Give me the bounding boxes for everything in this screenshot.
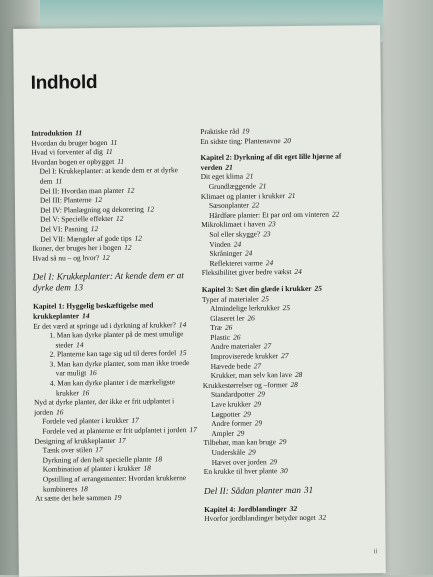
toc-page-number: 11 xyxy=(75,128,83,138)
toc-page-number: 29 xyxy=(236,428,245,438)
toc-page-number: 18 xyxy=(143,463,151,474)
toc-entry-title: Skråninger xyxy=(209,248,242,259)
toc-page-number: 29 xyxy=(269,456,278,466)
toc-page-number: 19 xyxy=(241,126,250,136)
toc-entry-title: Typer af materialer xyxy=(201,293,259,304)
toc-entry-title: Kombination af planter i krukker xyxy=(42,464,141,475)
toc-page-number: 14 xyxy=(76,339,84,349)
toc-page-number: 30 xyxy=(280,466,288,476)
toc-page-number: 18 xyxy=(154,454,163,464)
toc-entry-title: En sidste ting: Plantenavne xyxy=(200,135,281,146)
toc-entry-title: Dyrkning af den helt specielle plante xyxy=(42,454,152,465)
toc-entry-title: Improviserede krukker xyxy=(210,351,279,361)
toc-entry-title: Fordele ved at planterne er frit udplantet i jorden xyxy=(42,425,187,436)
toc-entry xyxy=(204,513,374,524)
toc-entry-title: Kapitel 1: Hyggelig beskæftigelse med krukkeplanter xyxy=(33,300,154,321)
toc-entry-title: Underskåle xyxy=(211,447,246,457)
toc-page-number: 21 xyxy=(288,190,296,200)
toc-page-number: 11 xyxy=(117,156,125,166)
toc-entry-title: Andre materialer xyxy=(210,341,261,352)
toc-page-number: 20 xyxy=(283,135,292,145)
toc-entry-title: Nyd at dyrke planter, der ikke er frit udplantet i jorden xyxy=(34,396,175,417)
toc-entry xyxy=(34,377,200,398)
toc-entry-title: Mikroklimaet i haven xyxy=(201,219,266,230)
toc-page-number: 27 xyxy=(281,351,289,361)
toc-entry-title: Designing af krukkeplanter xyxy=(34,435,116,446)
toc-page-number: 23 xyxy=(263,229,271,239)
toc-entry-title: Klimaet og planter i krukker xyxy=(200,190,286,201)
toc-entry-title: Løgpotter xyxy=(211,409,241,419)
toc-entry-title: Hvordan du bruger bogen xyxy=(31,137,108,148)
toc-entry-title: En krukke til hver plante xyxy=(203,466,278,477)
toc-entry-title: Del II: Hvordan man planter xyxy=(39,185,125,196)
toc-entry-title: Kapitel 3: Sæt din glæde i krukker xyxy=(201,283,312,294)
toc-page-number: 29 xyxy=(257,389,265,399)
toc-entry xyxy=(35,473,201,494)
toc-entry-title: 3. Man kan dyrke planter, som man ikke troede var muligt xyxy=(49,357,190,378)
toc-entry-title: Introduktion xyxy=(31,128,73,138)
page-number: ii xyxy=(373,547,378,556)
toc-page-number: 15 xyxy=(179,348,187,358)
toc-entry xyxy=(34,358,200,379)
toc-entry xyxy=(32,252,198,263)
toc-chapter-entry xyxy=(200,151,370,172)
toc-page-number: 12 xyxy=(94,195,103,205)
toc-entry-title: Tænk over stilen xyxy=(42,445,93,455)
toc-page-number: 13 xyxy=(73,282,84,293)
toc-entry-title: Del III: Planterne xyxy=(39,195,92,205)
toc-page-number: 12 xyxy=(134,233,142,243)
toc-page-number: 28 xyxy=(290,379,298,389)
toc-page-number: 24 xyxy=(244,248,253,258)
toc-entry-title: Ikoner, der bruges her i bogen xyxy=(32,242,122,253)
toc-entry-title: Del II: Sådan planter man xyxy=(203,484,302,496)
toc-entry xyxy=(35,492,201,503)
toc-page-number: 18 xyxy=(80,483,88,493)
toc-page-number: 22 xyxy=(331,209,340,219)
toc-entry-title: Del I: Krukkeplanter: at kende dem er at dyrke dem xyxy=(39,165,178,186)
toc-page-number: 12 xyxy=(124,242,132,252)
toc-page-number: 24 xyxy=(265,257,274,268)
background-right xyxy=(383,0,433,575)
page-title: Indhold xyxy=(30,72,98,94)
toc-page-number: 26 xyxy=(224,322,233,333)
toc-page-number: 12 xyxy=(90,223,99,234)
toc-page-number: 17 xyxy=(189,425,197,435)
toc-page-number: 17 xyxy=(95,445,103,455)
toc-entry-title: Glaseret ler xyxy=(210,313,245,323)
toc-entry-title: Del IV: Planlægning og dekorering xyxy=(39,204,144,215)
toc-entry xyxy=(34,396,200,417)
toc-entry-title: Vinden xyxy=(209,239,231,249)
toc-entry-title: Praktiske råd xyxy=(200,126,240,136)
toc-page-number: 17 xyxy=(118,435,126,445)
toc-entry-title: Kapitel 4: Jordblandinger xyxy=(204,503,287,514)
toc-entry-title: Del I: Krukkeplanter: At kende dem er at dyrke dem xyxy=(32,270,184,294)
toc-entry-title: Hvorfor jordblandinger betyder noget xyxy=(204,513,316,524)
toc-entry-title: Hårdføre planter: Et par ord om vinteren xyxy=(209,209,330,220)
toc-page-number: 25 xyxy=(261,293,269,303)
toc-entry-title: Hævet over jorden xyxy=(211,456,267,467)
toc-entry xyxy=(32,165,198,186)
toc-page-number: 12 xyxy=(115,214,124,224)
toc-page-number: 14 xyxy=(178,319,187,329)
toc-entry-title: Tilbehør, man kan bruge xyxy=(203,437,277,448)
toc-page-number: 25 xyxy=(314,283,322,293)
toc-entry-title: Reflekteret varme xyxy=(209,258,263,268)
toc-page-number: 16 xyxy=(89,368,97,378)
toc-entry-title: Kapitel 2: Dyrkning af dit eget lille hjørne af verden xyxy=(200,151,342,172)
toc-entry-title: Krukker, man selv kan lave xyxy=(210,370,293,381)
toc-entry-title: Grundlæggende xyxy=(208,181,257,191)
book-page xyxy=(13,25,386,577)
toc-entry-title: Opstilling af arrangementer: Hvordan krukkerne kombineres xyxy=(42,473,187,494)
toc-entry-title: Krukkestørrelser og –former xyxy=(202,379,288,390)
toc-entry xyxy=(33,329,199,350)
toc-page-number: 32 xyxy=(289,503,298,513)
toc-entry-title: At sætte det hele sammen xyxy=(35,493,112,503)
toc-page-number: 12 xyxy=(126,185,135,195)
toc-entry-title: 2. Planterne kan tage sig ud til deres fordel xyxy=(49,348,177,359)
toc-page-number: 27 xyxy=(253,361,262,371)
toc-entry xyxy=(204,465,374,476)
toc-page-number: 21 xyxy=(225,162,233,172)
toc-entry-title: Træ xyxy=(210,323,222,333)
toc-entry-title: Fleksibilitet giver bedre vækst xyxy=(201,267,292,278)
toc-chapter-entry xyxy=(33,300,199,321)
toc-entry-title: Almindelige lerkrukker xyxy=(210,303,280,313)
toc-entry-title: Dit eget klima xyxy=(200,171,244,182)
toc-entry-title: 1. Man kan dyrke planter på de mest umulige steder xyxy=(49,329,184,350)
toc-page-number: 26 xyxy=(233,332,241,342)
toc-page-number: 32 xyxy=(318,513,327,523)
toc-page-number: 29 xyxy=(248,447,256,457)
toc-entry-title: Sol eller skygge? xyxy=(209,229,261,239)
toc-page-number: 16 xyxy=(55,407,64,417)
toc-entry-title: Del VI: Pasning xyxy=(40,224,88,234)
toc-right-column xyxy=(200,125,374,524)
toc-page-number: 21 xyxy=(258,181,267,191)
toc-entry-title: Del V: Specielle effekter xyxy=(40,214,114,225)
toc-part-heading xyxy=(204,484,374,497)
toc-page-number: 28 xyxy=(294,370,303,380)
toc-entry-title: Sæsonplanter xyxy=(208,200,249,211)
toc-entry-title: Standardpotter xyxy=(210,389,255,400)
toc-entry-title: 4. Man kan dyrke planter i de mærkeligste krukker xyxy=(49,377,176,398)
toc-page-number: 12 xyxy=(146,204,155,214)
toc-page-number: 21 xyxy=(245,171,254,181)
toc-page-number: 11 xyxy=(105,147,113,157)
toc-left-column xyxy=(31,127,201,503)
toc-entry-title: Ampler xyxy=(211,428,235,438)
toc-page-number: 17 xyxy=(131,416,139,426)
toc-page-number: 12 xyxy=(102,252,110,262)
toc-page-number: 27 xyxy=(263,341,272,351)
toc-entry-title: Andre former xyxy=(211,418,252,429)
toc-page-number: 31 xyxy=(303,484,314,495)
toc-entry-title: Hvad vi forventer af dig xyxy=(31,147,103,157)
toc-page-number: 19 xyxy=(113,493,122,503)
toc-entry-title: Plastic xyxy=(210,332,231,342)
toc-page-number: 14 xyxy=(82,311,90,321)
toc-page-number: 11 xyxy=(55,176,63,186)
toc-entry-title: Hævede bede xyxy=(210,361,251,371)
toc-entry-title: Fordele ved planter i krukker xyxy=(42,416,129,427)
toc-entry-title: Hvad så nu – og hvor? xyxy=(32,252,100,263)
toc-entry-title: Hvordan bogen er opbygget xyxy=(31,156,115,167)
toc-page-number: 26 xyxy=(247,313,255,323)
toc-page-number: 11 xyxy=(110,137,118,147)
toc-page-number: 24 xyxy=(233,239,242,249)
toc-entry-title: Del VII: Mængder af gode tips xyxy=(40,233,132,244)
toc-page-number: 29 xyxy=(253,399,262,409)
toc-page-number: 29 xyxy=(243,409,251,419)
toc-page-number: 25 xyxy=(282,303,291,313)
toc-page-number: 22 xyxy=(251,200,260,210)
toc-page-number: 29 xyxy=(254,418,263,428)
toc-page-number: 23 xyxy=(268,219,276,229)
toc-page-number: 29 xyxy=(278,437,287,447)
toc-entry-title: Er det værd at springe ud i dyrkning af krukker? xyxy=(33,319,176,331)
toc-entry xyxy=(34,425,200,436)
toc-part-heading xyxy=(33,270,199,294)
toc-entry-title: Lave krukker xyxy=(211,399,251,409)
toc-page-number: 16 xyxy=(81,387,90,397)
toc-page-number: 24 xyxy=(294,267,302,277)
